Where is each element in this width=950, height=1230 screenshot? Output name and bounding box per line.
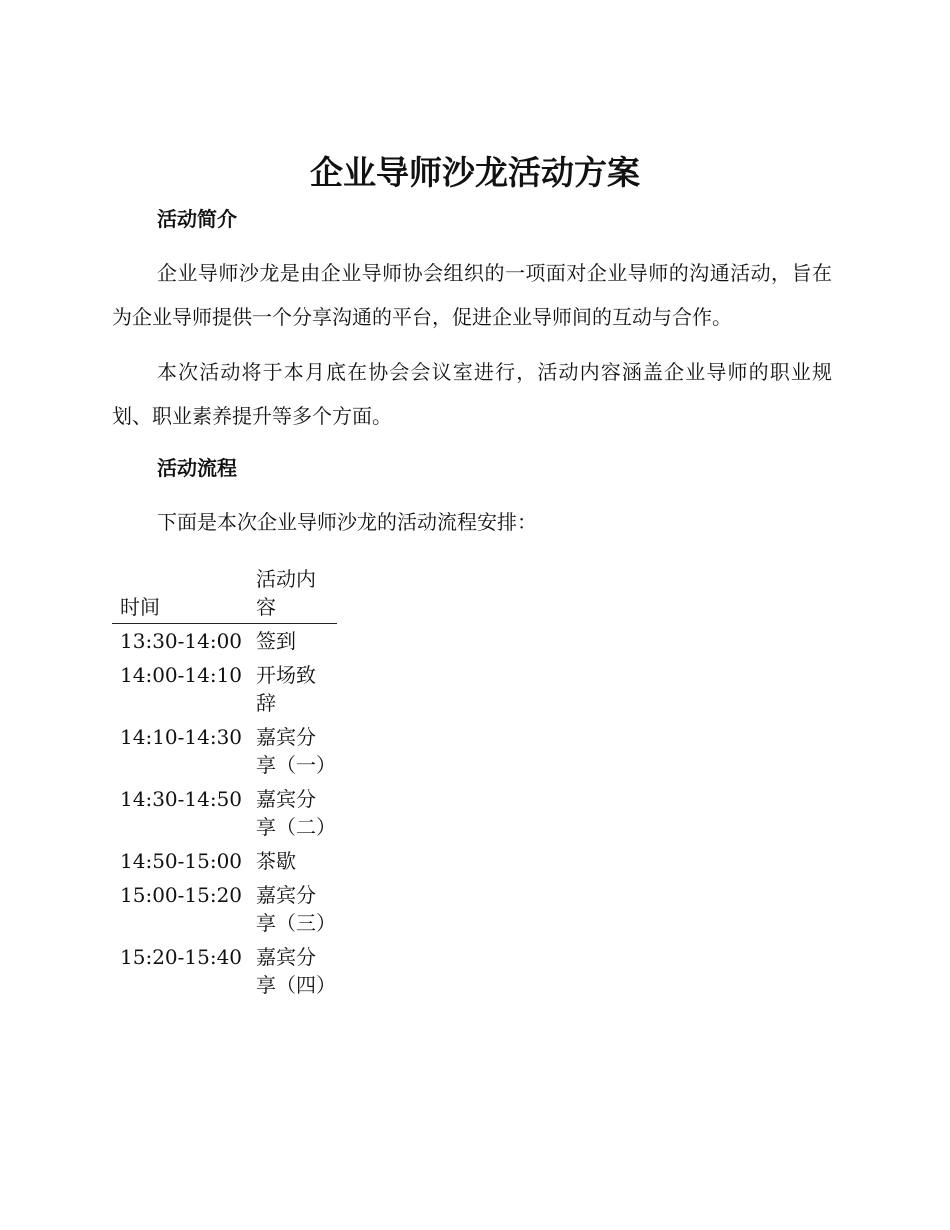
schedule-time-cell: 14:50-15:00 (120, 849, 243, 873)
schedule-content-cell: 嘉宾分享（一） (256, 725, 337, 777)
schedule-time-cell: 14:30-14:50 (120, 787, 243, 811)
schedule-content-cell: 签到 (256, 629, 297, 653)
intro-paragraph-2: 本次活动将于本月底在协会会议室进行，活动内容涵盖企业导师的职业规划、职业素养提升等多个方面。 (112, 360, 832, 428)
intro-paragraph-1: 企业导师沙龙是由企业导师协会组织的一项面对企业导师的沟通活动，旨在为企业导师提供一个分享沟通的平台，促进企业导师间的互动与合作。 (112, 261, 832, 329)
table-row (112, 624, 337, 659)
schedule-content-cell: 茶歇 (256, 849, 297, 873)
schedule-time-cell: 15:00-15:20 (120, 883, 243, 907)
schedule-time-cell: 14:00-14:10 (120, 663, 243, 687)
table-row (112, 658, 337, 720)
schedule-content-cell: 嘉宾分享（三） (256, 883, 337, 935)
schedule-header-row (112, 565, 337, 624)
schedule-time-cell: 14:10-14:30 (120, 725, 243, 749)
schedule-header-time: 时间 (112, 565, 248, 624)
schedule-time-cell: 13:30-14:00 (120, 629, 243, 653)
table-row (112, 720, 337, 782)
schedule-time-cell: 15:20-15:40 (120, 945, 243, 969)
section-heading-intro: 活动简介 (157, 207, 237, 231)
schedule-content-cell: 嘉宾分享（二） (256, 787, 337, 839)
process-intro-paragraph: 下面是本次企业导师沙龙的活动流程安排： (157, 510, 537, 534)
table-row (112, 844, 337, 878)
table-row (112, 878, 337, 940)
document-title: 企业导师沙龙活动方案 (310, 153, 640, 192)
table-row (112, 782, 337, 844)
schedule-content-cell: 嘉宾分享（四） (256, 945, 337, 997)
table-row (112, 940, 337, 1002)
section-heading-process: 活动流程 (157, 456, 237, 480)
schedule-table (112, 565, 337, 1002)
schedule-content-cell: 开场致辞 (256, 663, 317, 715)
schedule-header-content: 活动内容 (248, 565, 337, 624)
